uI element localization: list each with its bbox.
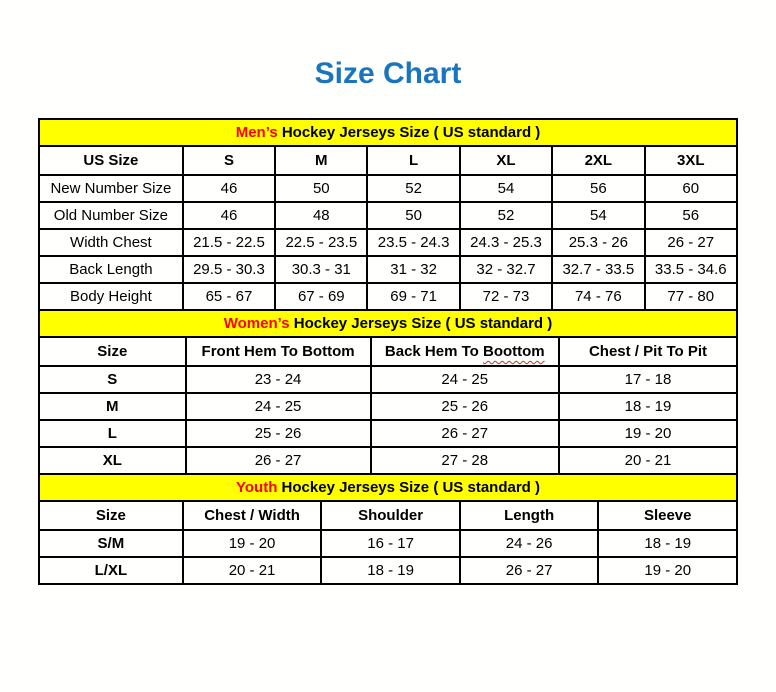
value-cell: 19 - 20: [559, 420, 737, 447]
value-cell: 46: [183, 175, 275, 202]
table-row: [39, 256, 737, 283]
table-row: [39, 283, 737, 310]
row-label-cell: XL: [39, 447, 186, 474]
value-cell: 33.5 - 34.6: [645, 256, 738, 283]
value-cell: 67 - 69: [275, 283, 367, 310]
page-title: Size Chart: [314, 57, 462, 90]
value-cell: 26 - 27: [186, 447, 371, 474]
row-label-cell: Back Length: [39, 256, 183, 283]
value-cell: 20 - 21: [183, 557, 322, 584]
value-cell: 22.5 - 23.5: [275, 229, 367, 256]
value-cell: 20 - 21: [559, 447, 737, 474]
value-cell: 23 - 24: [186, 366, 371, 393]
table-row: [39, 447, 737, 474]
value-cell: 26 - 27: [371, 420, 559, 447]
value-cell: 32.7 - 33.5: [552, 256, 644, 283]
section-title-text: Hockey Jerseys Size ( US standard ): [277, 124, 541, 141]
table-row: [39, 202, 737, 229]
value-cell: 32 - 32.7: [460, 256, 552, 283]
value-cell: 19 - 20: [183, 530, 322, 557]
value-cell: 25 - 26: [186, 420, 371, 447]
value-cell: 25.3 - 26: [552, 229, 644, 256]
value-cell: 31 - 32: [367, 256, 459, 283]
column-header: US Size: [39, 146, 183, 175]
table-row: [39, 393, 737, 420]
size-tables: [38, 118, 738, 585]
youth-size-table: [38, 473, 738, 585]
value-cell: 52: [367, 175, 459, 202]
header-row: [39, 146, 737, 175]
section-title-accent: Men’s: [235, 124, 278, 141]
column-header-misspelled-word: Boottom: [482, 343, 545, 360]
row-label-cell: New Number Size: [39, 175, 183, 202]
value-cell: 52: [460, 202, 552, 229]
row-label-cell: M: [39, 393, 186, 420]
row-label-cell: L: [39, 420, 186, 447]
value-cell: 60: [645, 175, 738, 202]
value-cell: 72 - 73: [460, 283, 552, 310]
value-cell: 24 - 25: [371, 366, 559, 393]
value-cell: 21.5 - 22.5: [183, 229, 275, 256]
table-row: [39, 366, 737, 393]
value-cell: 56: [645, 202, 738, 229]
value-cell: 54: [552, 202, 644, 229]
table-row: [39, 229, 737, 256]
value-cell: 65 - 67: [183, 283, 275, 310]
value-cell: 24.3 - 25.3: [460, 229, 552, 256]
table-row: [39, 530, 737, 557]
section-title-row: [39, 474, 737, 501]
column-header: Size: [39, 337, 186, 366]
column-header: Chest / Pit To Pit: [559, 337, 737, 366]
section-title-row: [39, 119, 737, 146]
mens-size-table: [38, 118, 738, 311]
column-header: [371, 337, 559, 366]
column-header: Front Hem To Bottom: [186, 337, 371, 366]
value-cell: 54: [460, 175, 552, 202]
youth-section-title: [39, 474, 737, 501]
mens-section-title: [39, 119, 737, 146]
value-cell: 29.5 - 30.3: [183, 256, 275, 283]
value-cell: 17 - 18: [559, 366, 737, 393]
value-cell: 50: [275, 175, 367, 202]
table-row: [39, 175, 737, 202]
column-header: Shoulder: [321, 501, 460, 530]
column-header: L: [367, 146, 459, 175]
womens-size-table: [38, 309, 738, 475]
column-header: Length: [460, 501, 599, 530]
value-cell: 24 - 26: [460, 530, 599, 557]
value-cell: 19 - 20: [598, 557, 737, 584]
column-header: Size: [39, 501, 183, 530]
value-cell: 18 - 19: [321, 557, 460, 584]
row-label-cell: S: [39, 366, 186, 393]
column-header: 2XL: [552, 146, 644, 175]
value-cell: 69 - 71: [367, 283, 459, 310]
section-title-text: Hockey Jerseys Size ( US standard ): [277, 479, 540, 496]
section-title-row: [39, 310, 737, 337]
value-cell: 56: [552, 175, 644, 202]
section-title-accent: Women’s: [223, 315, 290, 332]
value-cell: 25 - 26: [371, 393, 559, 420]
value-cell: 46: [183, 202, 275, 229]
value-cell: 18 - 19: [598, 530, 737, 557]
row-label-cell: Old Number Size: [39, 202, 183, 229]
header-row: [39, 501, 737, 530]
value-cell: 48: [275, 202, 367, 229]
value-cell: 16 - 17: [321, 530, 460, 557]
column-header: M: [275, 146, 367, 175]
table-row: [39, 420, 737, 447]
row-label-cell: L/XL: [39, 557, 183, 584]
value-cell: 23.5 - 24.3: [367, 229, 459, 256]
value-cell: 24 - 25: [186, 393, 371, 420]
value-cell: 30.3 - 31: [275, 256, 367, 283]
section-title-accent: Youth: [236, 479, 278, 496]
row-label-cell: Body Height: [39, 283, 183, 310]
table-row: [39, 557, 737, 584]
row-label-cell: S/M: [39, 530, 183, 557]
value-cell: 26 - 27: [460, 557, 599, 584]
section-title-text: Hockey Jerseys Size ( US standard ): [289, 315, 553, 332]
header-row: [39, 337, 737, 366]
value-cell: 27 - 28: [371, 447, 559, 474]
value-cell: 50: [367, 202, 459, 229]
column-header-text: Back Hem To: [384, 343, 483, 360]
value-cell: 18 - 19: [559, 393, 737, 420]
column-header: Sleeve: [598, 501, 737, 530]
column-header: S: [183, 146, 275, 175]
womens-section-title: [39, 310, 737, 337]
row-label-cell: Width Chest: [39, 229, 183, 256]
value-cell: 74 - 76: [552, 283, 644, 310]
column-header: XL: [460, 146, 552, 175]
column-header: 3XL: [645, 146, 738, 175]
value-cell: 77 - 80: [645, 283, 738, 310]
column-header: Chest / Width: [183, 501, 322, 530]
value-cell: 26 - 27: [645, 229, 738, 256]
